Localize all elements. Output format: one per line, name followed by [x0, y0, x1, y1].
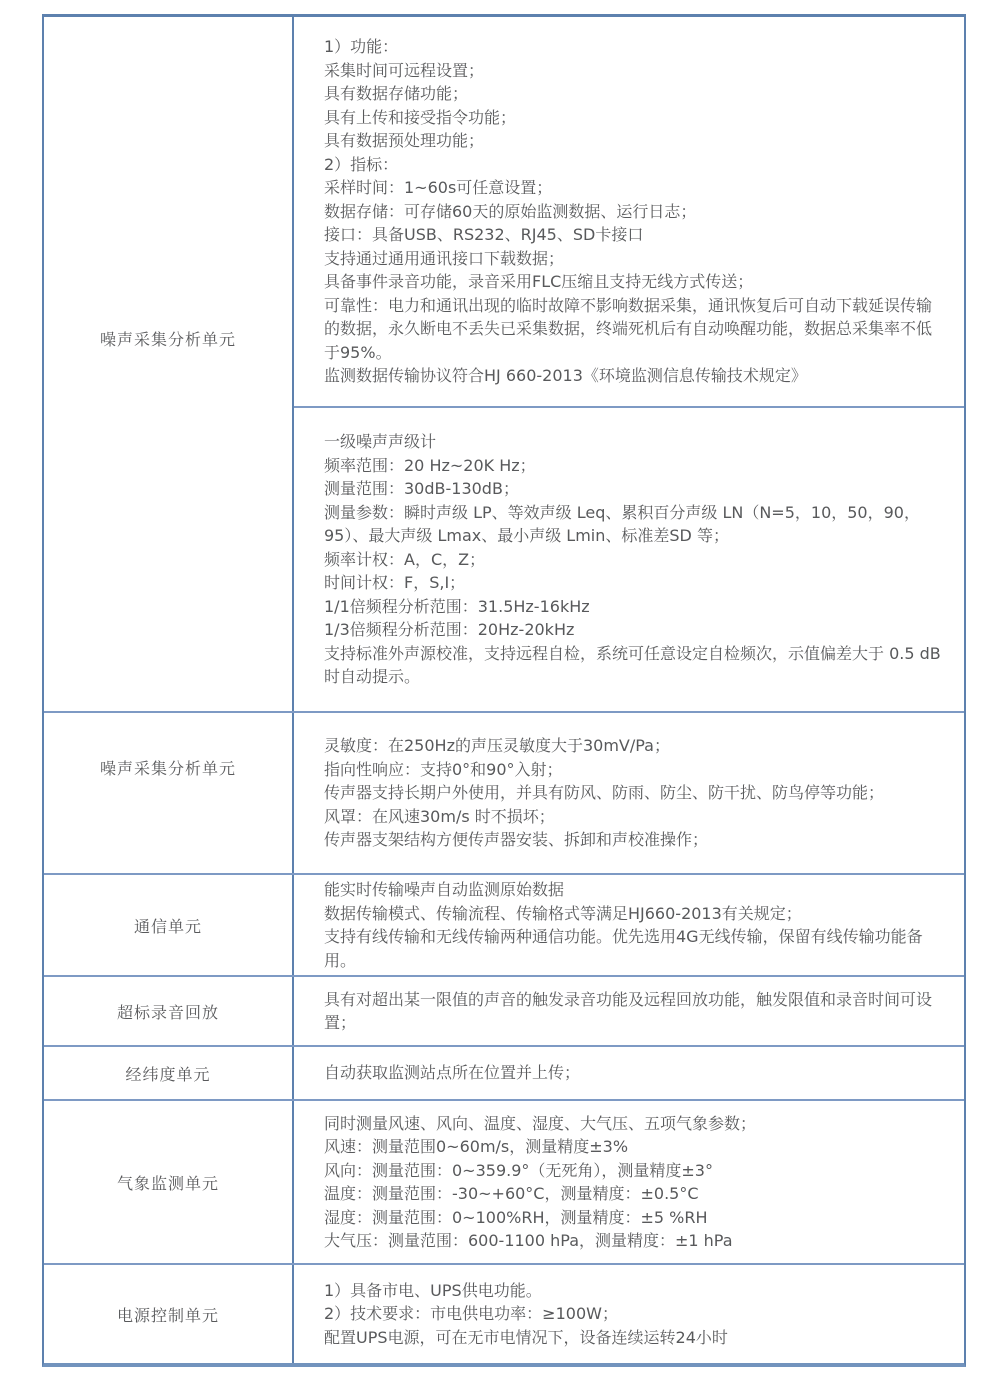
spec-line: 灵敏度：在250Hz的声压灵敏度大于30mV/Pa；	[324, 736, 670, 756]
spec-line: 频率计权：A，C，Z；	[324, 549, 486, 569]
spec-table	[42, 14, 966, 1367]
spec-line: 自动获取监测站点所在位置并上传；	[324, 1063, 581, 1083]
spec-line: 风速：测量范围0~60m/s，测量精度±3%	[324, 1137, 629, 1156]
table-row	[44, 713, 964, 875]
table-row	[44, 875, 964, 977]
spec-line: 传声器支架结构方便传声器安装、拆卸和声校准操作；	[324, 830, 709, 850]
spec-line: 具有数据预处理功能；	[324, 131, 485, 151]
row-label-cell	[44, 977, 294, 1045]
table-row	[44, 1265, 964, 1363]
row-label: 电源控制单元	[116, 1305, 219, 1325]
row-label: 噪声采集分析单元	[99, 758, 236, 778]
row-label-cell	[44, 1265, 294, 1363]
table-row	[44, 1101, 964, 1265]
row-label-cell	[44, 1101, 294, 1263]
spec-line: 一级噪声声级计	[324, 432, 437, 452]
spec-cell	[294, 1101, 964, 1263]
spec-line: 采样时间：1~60s可任意设置；	[324, 178, 553, 198]
row-label: 通信单元	[133, 916, 202, 936]
spec-line: 1）具备市电、UPS供电功能。	[324, 1280, 542, 1300]
row-label-cell	[44, 713, 294, 873]
spec-line: 监测数据传输协议符合HJ 660-2013《环境监测信息传输技术规定》	[324, 366, 807, 386]
spec-line: 1/1倍频程分析范围：31.5Hz-16kHz	[324, 596, 590, 616]
row-label: 超标录音回放	[116, 1002, 219, 1022]
spec-line: 数据传输模式、传输流程、传输格式等满足HJ660-2013有关规定；	[324, 903, 802, 923]
row-label-cell	[44, 875, 294, 975]
spec-line: 测量参数：瞬时声级 LP、等效声级 Leq、累积百分声级 LN（N=5，10，50，90，95）、最大声级 Lmax、最小声级 Lmin、标准差SD 等；	[324, 502, 920, 546]
spec-line: 1/3倍频程分析范围：20Hz-20kHz	[324, 620, 575, 640]
spec-line: 具有上传和接受指令功能；	[324, 107, 517, 127]
row-label: 气象监测单元	[116, 1173, 219, 1193]
spec-line: 配置UPS电源，可在无市电情况下，设备连续运转24小时	[324, 1327, 728, 1347]
spec-line: 可靠性：电力和通讯出现的临时故障不影响数据采集，通讯恢复后可自动下载延误传输的数据，永久断电不丢失已采集数据，终端死机后有自动唤醒功能，数据总采集率不低于95%。	[324, 295, 933, 362]
row-label-cell	[44, 17, 294, 711]
spec-line: 支持标准外声源校准，支持远程自检，系统可任意设定自检频次，示值偏差大于 0.5 dB 时自动提示。	[324, 643, 941, 687]
row-label: 经纬度单元	[125, 1064, 211, 1084]
spec-cell	[294, 408, 964, 711]
spec-line: 风向：测量范围：0~359.9°（无死角），测量精度±3°	[324, 1160, 713, 1180]
spec-line: 1）功能：	[324, 37, 399, 57]
spec-cell	[294, 17, 964, 408]
spec-line: 采集时间可远程设置；	[324, 60, 485, 80]
spec-cell-group	[294, 17, 964, 711]
spec-line: 频率范围：20 Hz~20K Hz；	[324, 455, 536, 475]
spec-line: 风罩：在风速30m/s 时不损坏；	[324, 806, 555, 826]
spec-line: 2）技术要求：市电供电功率：≥100W；	[324, 1304, 618, 1324]
spec-line: 数据存储：可存储60天的原始监测数据、运行日志；	[324, 201, 697, 221]
spec-cell	[294, 977, 964, 1045]
spec-line: 指向性响应：支持0°和90°入射；	[324, 759, 563, 779]
spec-line: 2）指标：	[324, 154, 399, 174]
spec-line: 同时测量风速、风向、温度、湿度、大气压、五项气象参数；	[324, 1113, 757, 1133]
spec-cell	[294, 1047, 964, 1099]
table-row	[44, 1047, 964, 1101]
spec-cell	[294, 875, 964, 975]
table-row	[44, 17, 964, 713]
spec-line: 湿度：测量范围：0~100%RH，测量精度：±5 %RH	[324, 1207, 708, 1227]
spec-line: 具有对超出某一限值的声音的触发录音功能及远程回放功能，触发限值和录音时间可设置；	[324, 989, 933, 1032]
spec-line: 温度：测量范围：-30~+60°C，测量精度：±0.5°C	[324, 1184, 699, 1203]
spec-line: 支持通过通用通讯接口下载数据；	[324, 248, 565, 268]
spec-line: 支持有线传输和无线传输两种通信功能。优先选用4G无线传输，保留有线传输功能备用。	[324, 927, 923, 970]
row-label-cell	[44, 1047, 294, 1099]
spec-cell	[294, 1265, 964, 1363]
spec-line: 测量范围：30dB-130dB；	[324, 479, 519, 499]
spec-cell	[294, 713, 964, 873]
spec-line: 时间计权：F，S,I；	[324, 573, 466, 593]
spec-line: 接口：具备USB、RS232、RJ45、SD卡接口	[324, 225, 644, 245]
spec-line: 具备事件录音功能，录音采用FLC压缩且支持无线方式传送；	[324, 272, 754, 292]
spec-line: 能实时传输噪声自动监测原始数据	[324, 880, 565, 899]
spec-line: 大气压：测量范围：600-1100 hPa，测量精度：±1 hPa	[324, 1231, 733, 1250]
spec-line: 传声器支持长期户外使用，并具有防风、防雨、防尘、防干扰、防鸟停等功能；	[324, 783, 885, 803]
spec-line: 具有数据存储功能；	[324, 84, 469, 104]
row-label: 噪声采集分析单元	[99, 329, 236, 349]
table-row	[44, 977, 964, 1047]
